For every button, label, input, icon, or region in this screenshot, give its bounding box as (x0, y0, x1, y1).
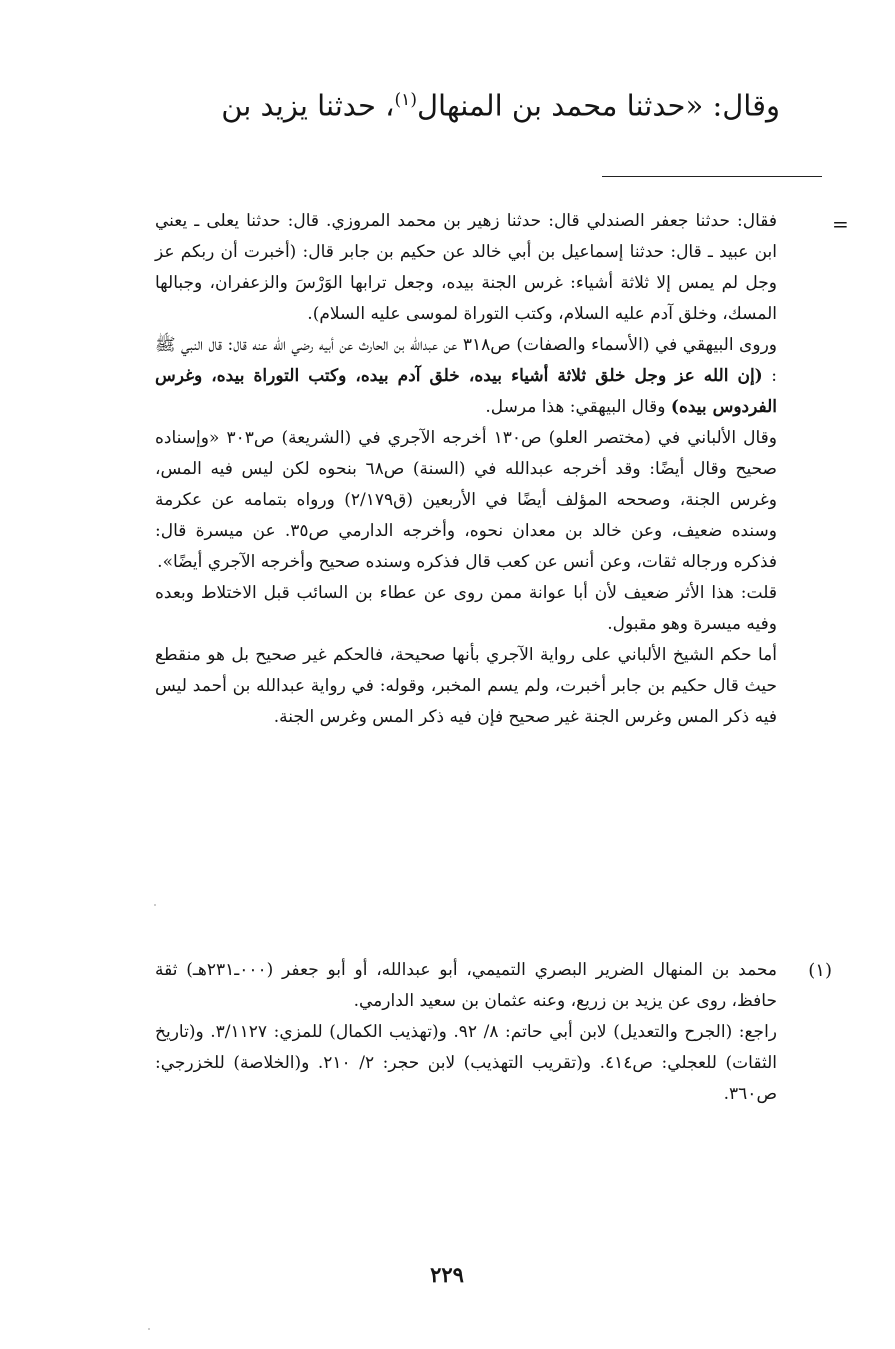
continuation-mark: = (832, 212, 849, 236)
footnote-separator (602, 176, 822, 177)
note-paragraph-2-text-b: وقال البيهقي: هذا مرسل. (485, 397, 671, 417)
main-text-line (155, 78, 780, 128)
paper-speck (148, 1328, 150, 1330)
paper-speck (154, 904, 156, 906)
note-paragraph-4: قلت: هذا الأثر ضعيف لأن أبا عوانة ممن روى عن عطاء بن السائب قبل الاختلاط وبعده وفيه ميسرة وهو مقبول. (155, 583, 777, 634)
note-paragraph-3: وقال الألباني في (مختصر العلو) ص١٣٠ أخرجه الآجري في (الشريعة) ص٣٠٣ «وإسناده صحيح وقال أيضًا: وقد أخرجه عبدالله في (السنة) ص٦٨ بنحوه لكن ليس فيه المس، وغرس الجنة، وصححه المؤلف أيضًا في الأربعين (ق٢/١٧٩) ورواه بتمامه عن عكرمة وسنده ضعيف، وعن خالد بن معدان نحوه، وأخرجه الدارمي ص٣٥. عن ميسرة قال: فذكره ورجاله ثقات، وعن أنس عن كعب قال فذكره وسنده صحيح وأخرجه الآجري أيضًا». (155, 428, 777, 572)
main-text-before-marker: وقال: «حدثنا محمد بن المنهال (416, 88, 780, 123)
note-paragraph-5: أما حكم الشيخ الألباني على رواية الآجري بأنها صحيحة، فالحكم غير صحيح بل هو منقطع حيث قال حكيم بن جابر أخبرت، ولم يسم المخبر، وقوله: في رواية عبدالله بن أحمد ليس فيه ذكر المس وغرس الجنة غير صحيح فإن فيه ذكر المس وغرس الجنة. (155, 645, 777, 727)
footnote-1-references: راجع: (الجرح والتعديل) لابن أبي حاتم: ٨/ ٩٢. و(تهذيب الكمال) للمزي: ٣/١١٢٧. و(تاريخ الثقات) للعجلي: ص٤١٤. و(تقريب التهذيب) لابن حجر: ٢/ ٢١٠. و(الخلاصة) للخزرجي: ص٣٦٠. (155, 1022, 777, 1104)
footnote-1-paragraph-1: محمد بن المنهال الضرير البصري التميمي، أبو عبدالله، أو أبو جعفر (٠٠٠ـ٢٣١هـ) ثقة حافظ، روى عن يزيد بن زريع، وعنه عثمان بن سعيد الدارمي. (155, 960, 777, 1011)
continued-note-block (155, 206, 777, 733)
hadith-quote-bold: (إن الله عز وجل خلق ثلاثة أشياء بيده، خلق آدم بيده، وكتب التوراة بيده، وغرس الفردوس بيده) (155, 366, 777, 417)
note-paragraph-2-text-a: وروى البيهقي في (الأسماء والصفات) ص٣١٨ عن عبدالله بن الحارث عن أبيه رضي الله عنه قال: قال النبي ﷺ : (155, 335, 777, 386)
main-text-after-marker: ، حدثنا يزيد بن (221, 88, 395, 123)
footnote-1 (155, 955, 777, 1110)
footnote-number: (١) (808, 960, 832, 981)
footnote-marker[interactable]: (١) (394, 90, 417, 110)
note-paragraph-2 (155, 330, 777, 423)
note-paragraph-1: فقال: حدثنا جعفر الصندلي قال: حدثنا زهير بن محمد المروزي. قال: حدثنا يعلى ـ يعني ابن عبيد ـ قال: حدثنا إسماعيل بن أبي خالد عن حكيم بن جابر قال: (أخبرت أن ربكم عز وجل لم يمس إلا ثلاثة أشياء: غرس الجنة بيده، وجعل ترابها الوَرْسَ والزعفران، وجبالها المسك، وخلق آدم عليه السلام، وكتب التوراة لموسى عليه السلام). (155, 211, 777, 324)
page-number: ٢٢٩ (430, 1262, 464, 1287)
